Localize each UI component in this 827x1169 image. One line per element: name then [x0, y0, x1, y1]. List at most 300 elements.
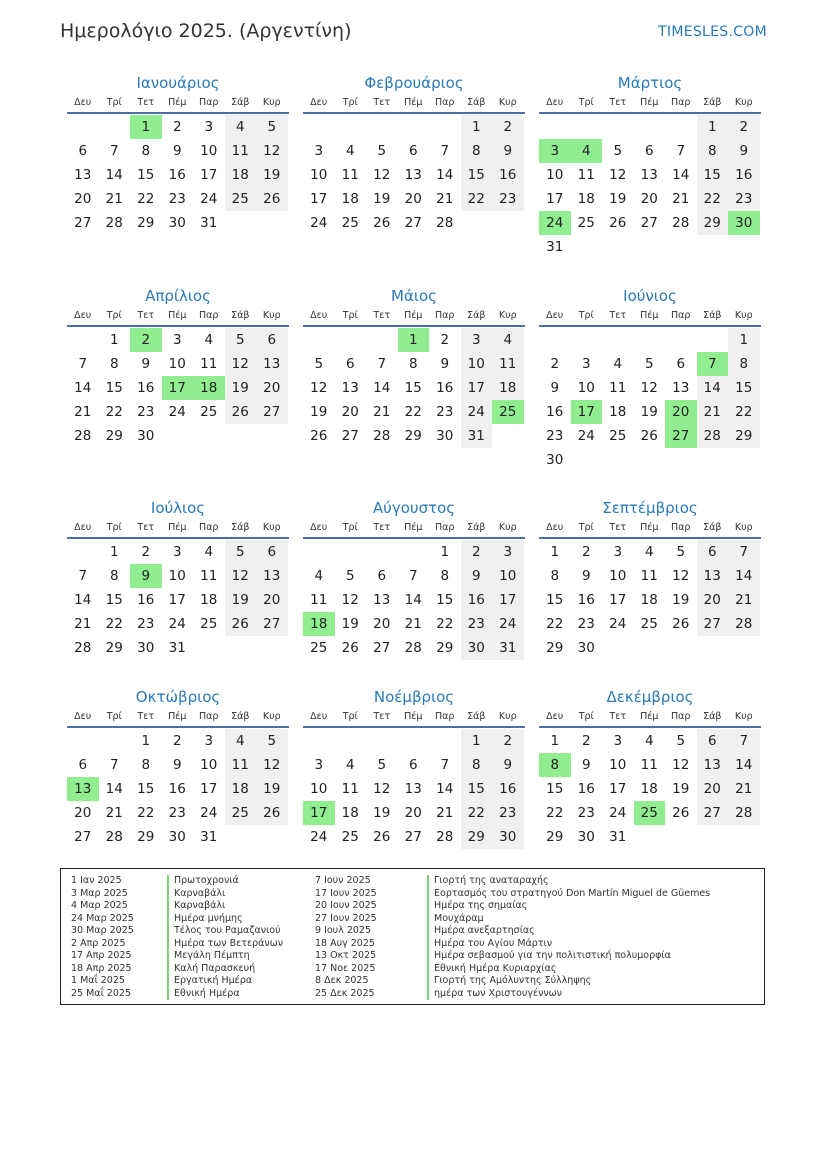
day-cell: 9 [581, 757, 591, 773]
day-cell: 31 [200, 829, 218, 845]
empty-cell [366, 729, 398, 753]
weekday-label: Τρί [342, 711, 358, 722]
day-cell: 9 [492, 753, 524, 777]
empty-cell [602, 115, 634, 139]
day-cell: 12 [609, 167, 627, 183]
day-cell: 21 [436, 805, 454, 821]
month-name: Ιούνιος [623, 287, 677, 305]
weekday-label: Πέμ [404, 522, 423, 533]
day-cell: 20 [74, 805, 92, 821]
day-cell: 22 [105, 404, 123, 420]
day-cell: 1 [550, 544, 560, 560]
day-cell: 3 [461, 328, 493, 352]
day-grid [67, 328, 289, 448]
day-cell: 4 [345, 143, 355, 159]
day-cell: 9 [581, 568, 591, 584]
day-cell: 28 [404, 640, 422, 656]
day-cell: 16 [577, 592, 595, 608]
empty-cell [67, 729, 99, 753]
holiday-name: Εθνική Ημέρα Κυριαρχίας [427, 963, 556, 976]
month-name: Σεπτέμβριος [602, 499, 698, 517]
weekday-label: Πέμ [168, 97, 187, 108]
weekday-label: Κυρ [734, 522, 753, 533]
day-cell: 14 [436, 781, 454, 797]
day-cell: 21 [74, 616, 92, 632]
day-cell: 15 [461, 163, 493, 187]
day-cell: 13 [640, 167, 658, 183]
day-cell: 25 [225, 187, 257, 211]
empty-cell [303, 115, 335, 139]
day-cell: 23 [436, 404, 454, 420]
day-cell: 21 [105, 191, 123, 207]
holiday-day: 18 [303, 612, 335, 636]
day-cell: 18 [341, 805, 359, 821]
day-cell: 30 [461, 636, 493, 660]
day-cell: 3 [204, 119, 214, 135]
day-cell: 22 [546, 805, 564, 821]
day-cell: 21 [728, 588, 760, 612]
day-cell: 2 [141, 544, 151, 560]
weekday-header [303, 708, 525, 728]
holiday-name: Καρναβάλι [167, 888, 225, 901]
day-cell: 17 [310, 191, 328, 207]
empty-cell [67, 540, 99, 564]
day-cell: 30 [436, 428, 454, 444]
day-cell: 22 [461, 801, 493, 825]
page-title: Ημερολόγιο 2025. (Αργεντίνη) [60, 20, 352, 42]
holiday-date: 1 Ιαν 2025 [71, 875, 122, 886]
day-cell: 17 [200, 781, 218, 797]
weekday-label: Τρί [578, 310, 594, 321]
weekday-label: Πέμ [404, 711, 423, 722]
day-cell: 25 [225, 801, 257, 825]
day-cell: 16 [577, 781, 595, 797]
day-cell: 2 [461, 540, 493, 564]
weekday-header [67, 708, 289, 728]
weekday-label: Τετ [137, 97, 155, 108]
day-cell: 2 [492, 729, 524, 753]
weekday-label: Κυρ [734, 97, 753, 108]
day-cell: 11 [200, 568, 218, 584]
day-cell: 7 [109, 757, 119, 773]
day-cell: 15 [728, 376, 760, 400]
holiday-day: 7 [697, 352, 729, 376]
day-cell: 28 [74, 428, 92, 444]
day-cell: 12 [256, 139, 288, 163]
weekday-label: Σάβ [703, 522, 722, 533]
day-cell: 17 [200, 167, 218, 183]
day-cell: 28 [697, 424, 729, 448]
holiday-name: Ημέρα σεβασμού για την πολιτιστική πολυμορφία [427, 950, 671, 963]
day-cell: 23 [137, 404, 155, 420]
day-cell: 4 [644, 733, 654, 749]
day-grid [67, 540, 289, 660]
weekday-label: Δευ [310, 97, 328, 108]
weekday-header [539, 519, 761, 539]
day-cell: 10 [492, 564, 524, 588]
day-cell: 9 [172, 143, 182, 159]
day-cell: 15 [697, 163, 729, 187]
day-cell: 13 [74, 167, 92, 183]
weekday-label: Παρ [199, 522, 219, 533]
day-cell: 3 [492, 540, 524, 564]
day-cell: 29 [546, 829, 564, 845]
day-cell: 29 [461, 825, 493, 849]
holiday-date: 9 Ιουλ 2025 [315, 925, 371, 936]
day-grid [303, 729, 525, 849]
day-cell: 10 [168, 356, 186, 372]
weekday-label: Τετ [137, 310, 155, 321]
day-cell: 25 [341, 829, 359, 845]
month-name: Αύγουστος [372, 499, 456, 517]
day-cell: 19 [310, 404, 328, 420]
day-cell: 11 [640, 757, 658, 773]
weekday-label: Τετ [137, 522, 155, 533]
holiday-name: Καλή Παρασκευή [167, 963, 255, 976]
day-cell: 4 [225, 729, 257, 753]
day-cell: 21 [697, 400, 729, 424]
day-cell: 13 [341, 380, 359, 396]
day-cell: 11 [492, 352, 524, 376]
empty-cell [539, 328, 571, 352]
day-cell: 18 [492, 376, 524, 400]
day-cell: 13 [373, 592, 391, 608]
weekday-label: Τετ [609, 711, 627, 722]
holiday-day: 1 [398, 328, 430, 352]
day-cell: 1 [728, 328, 760, 352]
empty-cell [99, 115, 131, 139]
holiday-date: 1 Μαΐ 2025 [71, 975, 125, 986]
day-cell: 2 [172, 119, 182, 135]
day-cell: 14 [105, 781, 123, 797]
day-cell: 17 [546, 191, 564, 207]
weekday-label: Παρ [435, 310, 455, 321]
day-cell: 6 [78, 143, 88, 159]
weekday-label: Κυρ [734, 711, 753, 722]
holiday-day: 25 [492, 400, 524, 424]
holiday-day: 13 [67, 777, 99, 801]
day-cell: 9 [440, 356, 450, 372]
day-cell: 25 [200, 404, 218, 420]
day-cell: 23 [168, 191, 186, 207]
day-cell: 31 [492, 636, 524, 660]
holiday-date: 17 Ιουν 2025 [315, 887, 377, 899]
day-cell: 27 [74, 829, 92, 845]
day-cell: 27 [697, 801, 729, 825]
day-cell: 23 [137, 616, 155, 632]
day-cell: 15 [105, 380, 123, 396]
holiday-date: 7 Ιουν 2025 [315, 875, 371, 886]
weekday-label: Τετ [373, 310, 391, 321]
day-cell: 14 [436, 167, 454, 183]
empty-cell [571, 115, 603, 139]
day-cell: 18 [225, 777, 257, 801]
day-cell: 27 [341, 428, 359, 444]
month-block [67, 686, 289, 849]
day-cell: 23 [577, 616, 595, 632]
day-cell: 8 [141, 757, 151, 773]
day-cell: 31 [461, 424, 493, 448]
day-cell: 5 [377, 757, 387, 773]
day-cell: 7 [440, 143, 450, 159]
day-cell: 27 [373, 640, 391, 656]
weekday-label: Πέμ [640, 310, 659, 321]
empty-cell [303, 328, 335, 352]
day-cell: 16 [728, 163, 760, 187]
day-cell: 8 [461, 139, 493, 163]
month-block [67, 285, 289, 448]
day-cell: 4 [225, 115, 257, 139]
day-cell: 27 [404, 829, 422, 845]
day-cell: 24 [461, 400, 493, 424]
day-cell: 18 [577, 191, 595, 207]
weekday-label: Πέμ [404, 310, 423, 321]
day-cell: 7 [728, 540, 760, 564]
weekday-label: Πέμ [168, 522, 187, 533]
holiday-day: 9 [130, 564, 162, 588]
weekday-header [303, 307, 525, 327]
day-cell: 3 [204, 733, 214, 749]
empty-cell [398, 729, 430, 753]
holiday-day: 27 [665, 424, 697, 448]
weekday-label: Δευ [546, 711, 564, 722]
day-cell: 11 [640, 568, 658, 584]
weekday-label: Παρ [199, 310, 219, 321]
day-cell: 13 [404, 781, 422, 797]
holiday-date: 4 Μαρ 2025 [71, 900, 128, 911]
empty-cell [335, 540, 367, 564]
day-cell: 4 [204, 544, 214, 560]
day-cell: 2 [728, 115, 760, 139]
day-cell: 14 [404, 592, 422, 608]
empty-cell [398, 115, 430, 139]
day-cell: 30 [137, 428, 155, 444]
day-cell: 24 [200, 191, 218, 207]
weekday-label: Πέμ [640, 711, 659, 722]
day-cell: 26 [225, 612, 257, 636]
day-cell: 20 [697, 588, 729, 612]
day-cell: 18 [640, 781, 658, 797]
day-cell: 11 [200, 356, 218, 372]
empty-cell [366, 328, 398, 352]
day-cell: 5 [377, 143, 387, 159]
day-cell: 28 [105, 829, 123, 845]
weekday-label: Σάβ [231, 97, 250, 108]
weekday-label: Παρ [199, 711, 219, 722]
weekday-label: Τρί [578, 522, 594, 533]
day-cell: 26 [672, 805, 690, 821]
day-cell: 23 [461, 612, 493, 636]
day-cell: 8 [141, 143, 151, 159]
day-cell: 16 [492, 163, 524, 187]
holiday-name: Γιορτή της αναταραχής [427, 875, 549, 888]
day-cell: 21 [672, 191, 690, 207]
day-cell: 20 [74, 191, 92, 207]
weekday-label: Κυρ [498, 97, 517, 108]
day-cell: 28 [728, 612, 760, 636]
weekday-label: Τρί [578, 711, 594, 722]
weekday-label: Τρί [342, 522, 358, 533]
day-cell: 10 [546, 167, 564, 183]
day-cell: 30 [577, 640, 595, 656]
month-block [67, 72, 289, 235]
empty-cell [634, 115, 666, 139]
holiday-name: Ημέρα των Βετεράνων [167, 938, 283, 951]
day-cell: 25 [609, 428, 627, 444]
day-cell: 8 [697, 139, 729, 163]
day-cell: 23 [728, 187, 760, 211]
day-cell: 20 [341, 404, 359, 420]
day-cell: 2 [581, 544, 591, 560]
holiday-day: 17 [303, 801, 335, 825]
weekday-label: Σάβ [703, 310, 722, 321]
day-cell: 9 [141, 356, 151, 372]
day-cell: 15 [404, 380, 422, 396]
day-cell: 24 [310, 829, 328, 845]
holiday-day: 17 [571, 400, 603, 424]
day-cell: 29 [546, 640, 564, 656]
month-name: Νοέμβριος [373, 688, 455, 706]
day-cell: 2 [492, 115, 524, 139]
day-cell: 12 [341, 592, 359, 608]
day-cell: 28 [105, 215, 123, 231]
weekday-label: Σάβ [703, 97, 722, 108]
day-cell: 7 [440, 757, 450, 773]
day-cell: 23 [492, 187, 524, 211]
day-cell: 18 [640, 592, 658, 608]
weekday-label: Κυρ [498, 310, 517, 321]
brand-link[interactable]: TIMESLES.COM [658, 24, 767, 40]
day-cell: 25 [200, 616, 218, 632]
holiday-name: Εθνική Ημέρα [167, 988, 240, 1001]
weekday-header [539, 708, 761, 728]
day-cell: 31 [168, 640, 186, 656]
day-cell: 26 [225, 400, 257, 424]
weekday-label: Σάβ [467, 97, 486, 108]
holiday-name: Ημέρα μνήμης [167, 913, 243, 926]
day-cell: 8 [109, 568, 119, 584]
day-cell: 5 [225, 540, 257, 564]
day-grid [303, 115, 525, 235]
day-cell: 25 [310, 640, 328, 656]
day-cell: 20 [373, 616, 391, 632]
weekday-header [539, 94, 761, 114]
holiday-name: Καρναβάλι [167, 900, 225, 913]
weekday-label: Δευ [310, 310, 328, 321]
holiday-day: 25 [634, 801, 666, 825]
day-cell: 4 [492, 328, 524, 352]
day-cell: 26 [256, 801, 288, 825]
day-grid [67, 729, 289, 849]
day-cell: 29 [436, 640, 454, 656]
day-cell: 27 [640, 215, 658, 231]
day-cell: 2 [172, 733, 182, 749]
day-cell: 14 [105, 167, 123, 183]
day-cell: 13 [404, 167, 422, 183]
holiday-date: 8 Δεκ 2025 [315, 975, 369, 986]
day-grid [539, 540, 761, 660]
day-cell: 22 [546, 616, 564, 632]
day-cell: 13 [256, 352, 288, 376]
day-cell: 5 [256, 729, 288, 753]
weekday-label: Τρί [106, 522, 122, 533]
day-cell: 10 [200, 143, 218, 159]
day-cell: 12 [373, 781, 391, 797]
month-name: Μάιος [391, 287, 437, 305]
day-cell: 28 [672, 215, 690, 231]
weekday-label: Σάβ [231, 522, 250, 533]
day-cell: 26 [310, 428, 328, 444]
empty-cell [429, 115, 461, 139]
day-cell: 29 [404, 428, 422, 444]
day-cell: 7 [78, 356, 88, 372]
day-cell: 14 [373, 380, 391, 396]
weekday-label: Δευ [74, 711, 92, 722]
day-cell: 1 [141, 733, 151, 749]
day-cell: 10 [609, 757, 627, 773]
empty-cell [303, 540, 335, 564]
weekday-label: Παρ [671, 711, 691, 722]
weekday-label: Κυρ [734, 310, 753, 321]
weekday-label: Τρί [106, 711, 122, 722]
day-cell: 11 [609, 380, 627, 396]
empty-cell [67, 328, 99, 352]
empty-cell [335, 729, 367, 753]
holiday-day: 3 [539, 139, 571, 163]
empty-cell [67, 115, 99, 139]
day-cell: 20 [697, 777, 729, 801]
holiday-name: Εορτασμός του στρατηγού Don Martín Miguel de Güemes [427, 888, 710, 901]
day-cell: 16 [137, 592, 155, 608]
weekday-label: Τρί [342, 310, 358, 321]
day-cell: 27 [74, 215, 92, 231]
day-cell: 10 [200, 757, 218, 773]
day-cell: 26 [373, 215, 391, 231]
day-cell: 14 [728, 753, 760, 777]
day-cell: 10 [577, 380, 595, 396]
holiday-day: 1 [130, 115, 162, 139]
holiday-name: Πρωτοχρονιά [167, 875, 239, 888]
weekday-label: Τετ [137, 711, 155, 722]
holiday-date: 25 Δεκ 2025 [315, 987, 375, 999]
weekday-header [67, 519, 289, 539]
day-cell: 28 [728, 801, 760, 825]
day-cell: 29 [105, 640, 123, 656]
weekday-label: Παρ [671, 522, 691, 533]
day-cell: 3 [314, 143, 324, 159]
day-cell: 18 [200, 592, 218, 608]
day-cell: 21 [436, 191, 454, 207]
weekday-label: Παρ [435, 711, 455, 722]
day-cell: 26 [609, 215, 627, 231]
day-cell: 1 [109, 332, 119, 348]
day-cell: 24 [310, 215, 328, 231]
month-block [303, 285, 525, 448]
day-cell: 6 [408, 757, 418, 773]
holiday-date: 2 Απρ 2025 [71, 937, 126, 949]
day-cell: 3 [613, 544, 623, 560]
holiday-date: 30 Μαρ 2025 [71, 925, 134, 936]
day-cell: 15 [546, 592, 564, 608]
day-cell: 24 [492, 612, 524, 636]
weekday-label: Τετ [609, 310, 627, 321]
weekday-label: Πέμ [168, 310, 187, 321]
day-cell: 4 [314, 568, 324, 584]
day-cell: 8 [728, 352, 760, 376]
empty-cell [99, 729, 131, 753]
day-cell: 17 [609, 592, 627, 608]
day-cell: 14 [672, 167, 690, 183]
